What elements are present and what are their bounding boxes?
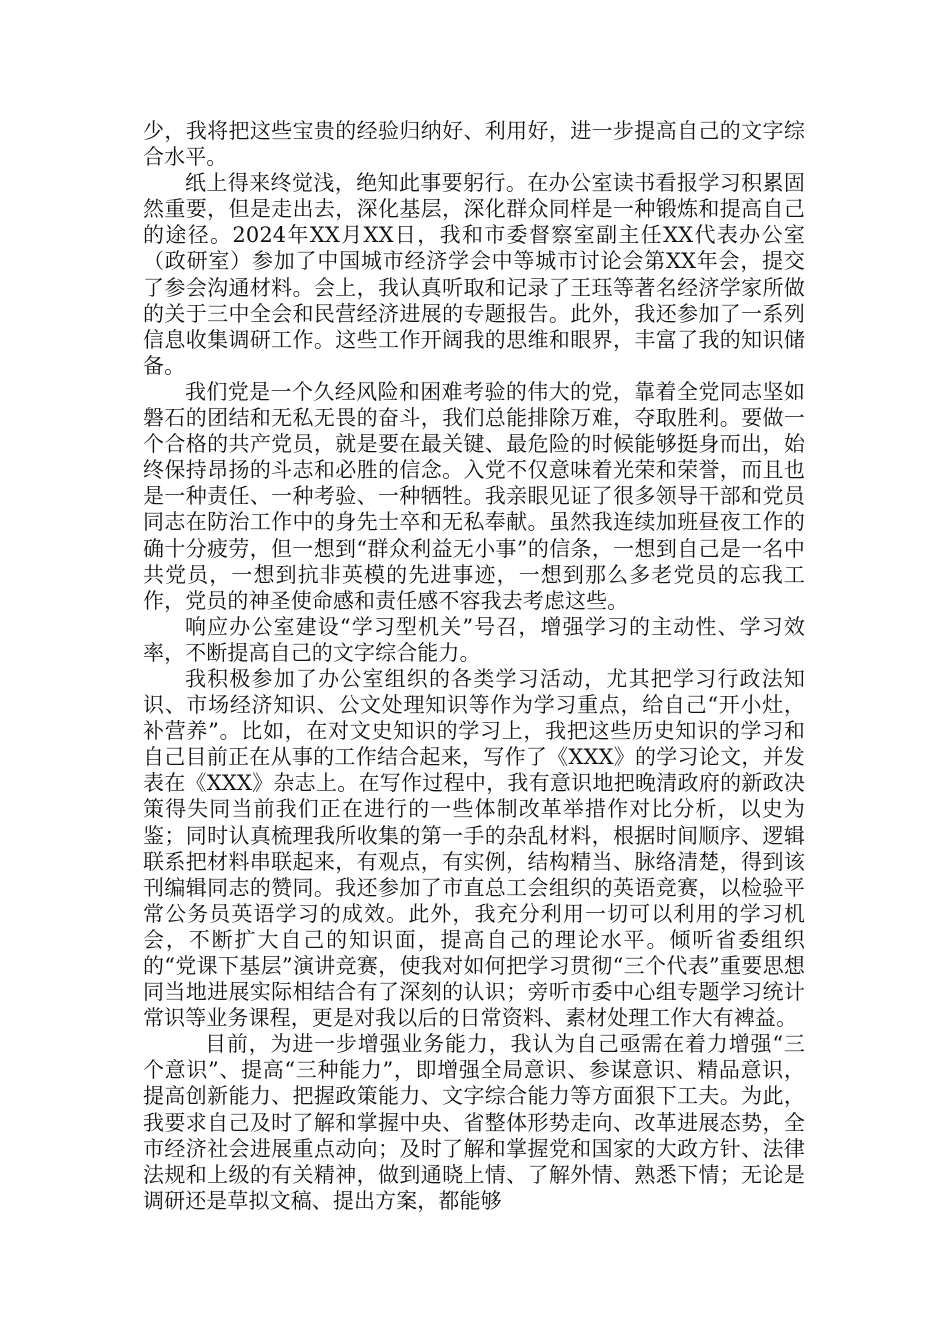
document-body <box>143 118 805 1214</box>
paragraph-future-goals: 目前，为进一步增强业务能力，我认为自己亟需在着力增强“三个意识”、提高“三种能力”，即增强全局意识、参谋意识、精品意识，提高创新能力、把握政策能力、文字综合能力等方面狠下工夫。为此，我要求自己及时了解和掌握中央、省整体形势走向、改革进展态势，全市经济社会进展重点动向；及时了解和掌握党和国家的大政方针、法律法规和上级的有关精神，做到通晓上情、了解外情、熟悉下情；无论是调研还是草拟文稿、提出方案，都能够 <box>143 1032 805 1213</box>
paragraph-continuation: 少，我将把这些宝贵的经验归纳好、利用好，进一步提高自己的文字综合水平。 <box>143 119 805 170</box>
paragraph-party-spirit: 我们党是一个久经风险和困难考验的伟大的党，靠着全党同志坚如磐石的团结和无私无畏的奋斗，我们总能排除万难，夺取胜利。要做一个合格的共产党员，就是要在最关键、最危险的时候能够挺身而出，始终保持昂扬的斗志和必胜的信念。入党不仅意味着光荣和荣誉，而且也是一种责任、一种考验、一种牺牲。我亲眼见证了很多领导干部和党员同志在防治工作中的身先士卒和无私奉献。虽然我连续加班昼夜工作的确十分疲劳，但一想到“群众利益无小事”的信条，一想到自己是一名中共党员，一想到抗非英模的先进事迹，一想到那么多老党员的忘我工作，党员的神圣使命感和责任感不容我去考虑这些。 <box>143 379 805 613</box>
paragraph-study-activities: 我积极参加了办公室组织的各类学习活动，尤其把学习行政法知识、市场经济知识、公文处理知识等作为学习重点，给自己“开小灶，补营养”。比如，在对文史知识的学习上，我把这些历史知识的学习和自己目前正在从事的工作结合起来，写作了《XXX》的学习论文，并发表在《XXX》杂志上。在写作过程中，我有意识地把晚清政府的新政决策得失同当前我们正在进行的一些体制改革举措作对比分析，以史为鉴；同时认真梳理我所收集的第一手的杂乱材料，根据时间顺序、逻辑联系把材料串联起来，有观点，有实例，结构精当、脉络清楚，得到该刊编辑同志的赞同。我还参加了市直总工会组织的英语竞赛，以检验平常公务员英语学习的成效。此外，我充分利用一切可以利用的学习机会，不断扩大自己的知识面，提高自己的理论水平。倾听省委组织的“党课下基层”演讲竞赛，使我对如何把学习贯彻“三个代表”重要思想同当地进展实际相结合有了深刻的认识；旁听市委中心组专题学习统计常识等业务课程，更是对我以后的日常资料、素材处理工作大有裨益。 <box>143 666 805 1031</box>
paragraph-grassroots-practice: 纸上得来终觉浅，绝知此事要躬行。在办公室读书看报学习积累固然重要，但是走出去，深化基层，深化群众同样是一种锻炼和提高自己的途径。2024年XX月XX日，我和市委督察室副主任XX代表办公室（政研室）参加了中国城市经济学会中等城市讨论会第XX年会，提交了参会沟通材料。会上，我认真听取和记录了王珏等著名经济学家所做的关于三中全会和民营经济进展的专题报告。此外，我还参加了一系列信息收集调研工作。这些工作开阔我的思维和眼界，丰富了我的知识储备。 <box>143 171 805 378</box>
paragraph-learning-organization: 响应办公室建设“学习型机关”号召，增强学习的主动性、学习效率，不断提高自己的文字综合能力。 <box>143 614 805 665</box>
